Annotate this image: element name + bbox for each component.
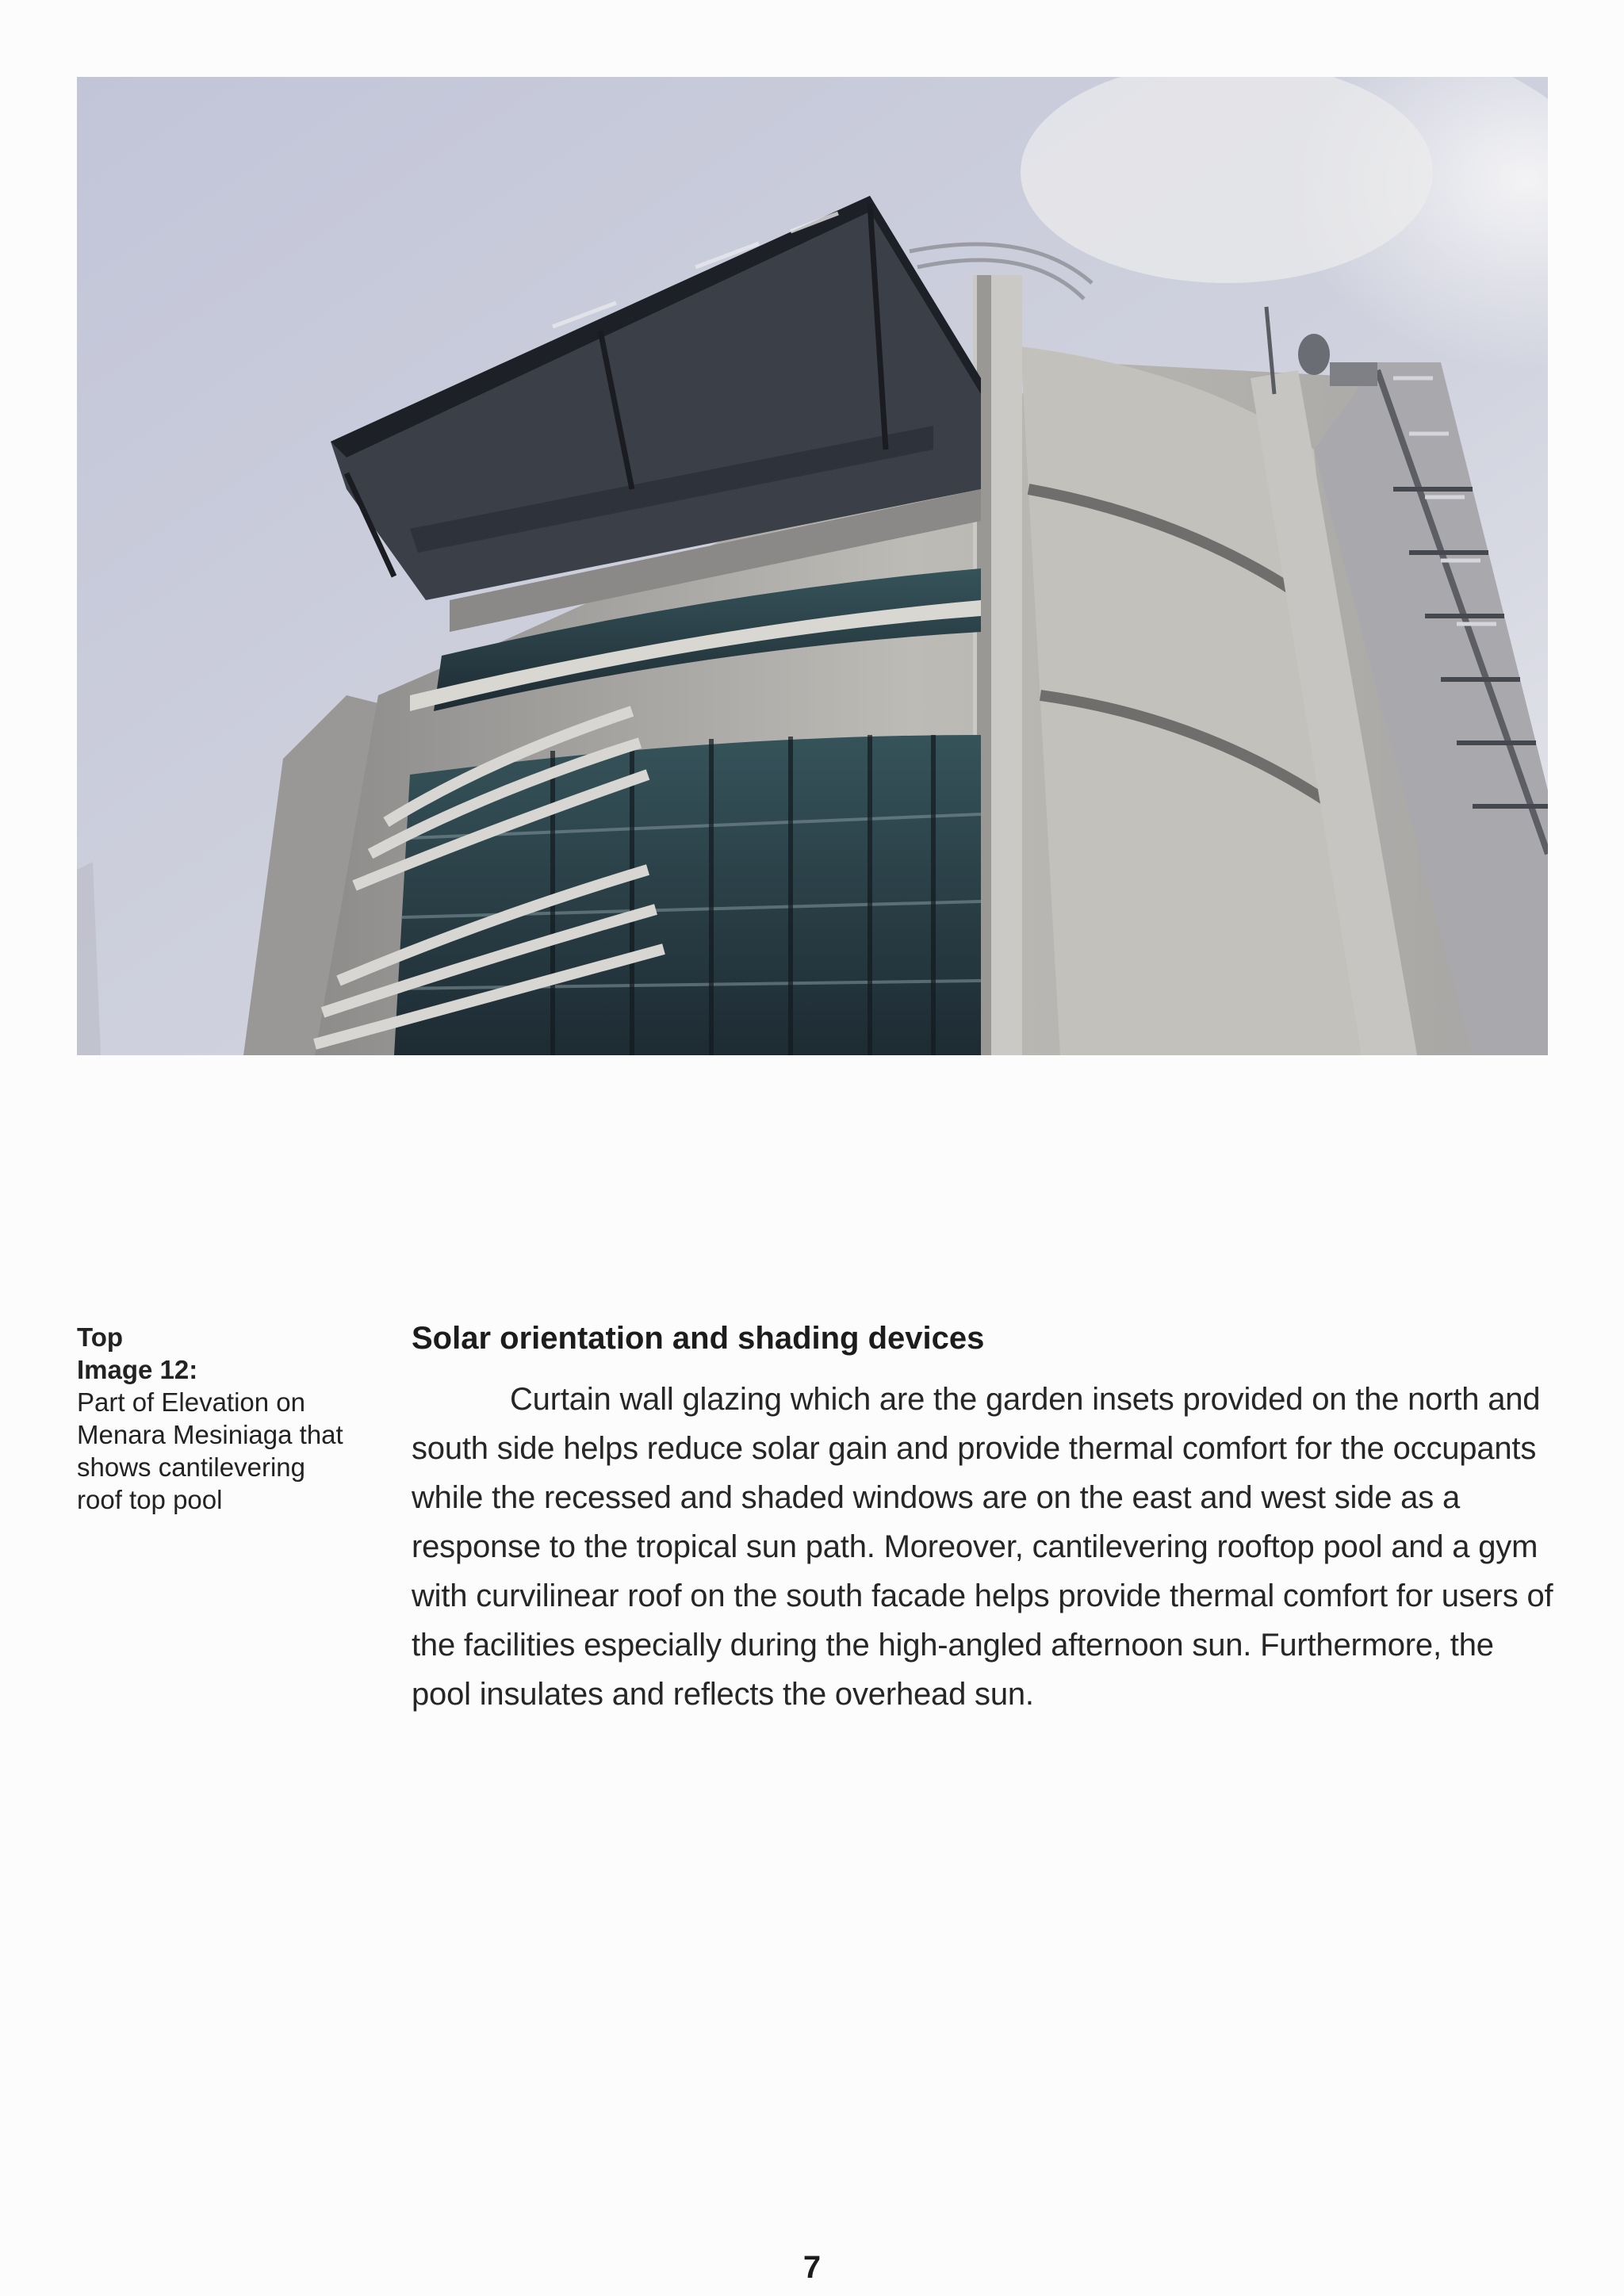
caption-image-number: Image 12: xyxy=(77,1355,198,1384)
building-elevation-image xyxy=(77,77,1548,1055)
image-caption xyxy=(77,1321,347,1516)
page-number: 7 xyxy=(802,2250,822,2285)
building-photo xyxy=(77,77,1548,1055)
body-paragraph: Curtain wall glazing which are the garden insets provided on the north and south side helps reduce solar gain and provide thermal comfort for the occupants while the recessed and shaded windows are on the east and west side as a response to the tropical sun path. Moreover, cantilevering rooftop pool and a gym with curvilinear roof on the south facade helps provide thermal comfort for users of the facilities especially during the high-angled afternoon sun. Furthermore, the pool insulates and reflects the overhead sun. xyxy=(412,1382,1553,1712)
section-heading: Solar orientation and shading devices xyxy=(412,1321,985,1356)
caption-position: Top xyxy=(77,1322,124,1352)
caption-description: Part of Elevation on Menara Mesiniaga that shows cantilevering roof top pool xyxy=(77,1387,343,1514)
section-content xyxy=(412,1319,1553,1719)
